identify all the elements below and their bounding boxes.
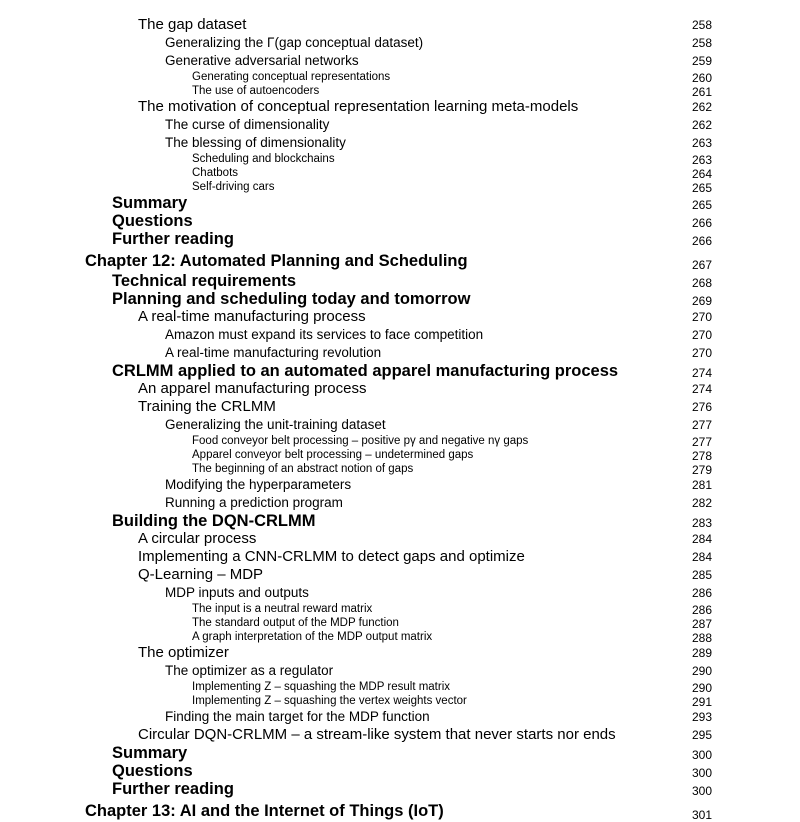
toc-entry-page: 287 (692, 617, 713, 631)
toc-entry-title: Chatbots (192, 167, 239, 179)
toc-entry-title: Circular DQN-CRLMM – a stream-like system that never starts nor ends (138, 726, 616, 743)
toc-entry[interactable] (0, 548, 800, 566)
toc-entry-page: 279 (692, 463, 713, 477)
toc-entry-title: Planning and scheduling today and tomorrow (112, 290, 471, 308)
toc-entry-page: 289 (692, 646, 713, 660)
toc-entry-title: Further reading (112, 780, 234, 798)
toc-entry-page: 286 (692, 603, 713, 617)
toc-entry[interactable] (0, 602, 800, 616)
toc-entry[interactable] (0, 512, 800, 530)
toc-entry-title: The optimizer as a regulator (165, 663, 334, 678)
toc-entry-title: Implementing Z – squashing the MDP result matrix (192, 681, 451, 693)
toc-entry-title: Generative adversarial networks (165, 53, 359, 68)
toc-entry[interactable] (0, 16, 800, 34)
toc-entry-page: 261 (692, 85, 713, 99)
toc-entry-page: 264 (692, 167, 713, 181)
toc-entry-page: 300 (692, 784, 713, 798)
toc-entry-title: The curse of dimensionality (165, 117, 330, 132)
toc-entry[interactable] (0, 180, 800, 194)
toc-entry[interactable] (0, 398, 800, 416)
toc-entry-page: 278 (692, 449, 713, 463)
toc-entry[interactable] (0, 494, 800, 512)
toc-entry-title: Questions (112, 762, 193, 780)
toc-entry[interactable] (0, 584, 800, 602)
toc-entry-page: 266 (692, 234, 713, 248)
toc-entry[interactable] (0, 70, 800, 84)
toc-entry[interactable] (0, 708, 800, 726)
toc-entry[interactable] (0, 152, 800, 166)
toc-entry-page: 277 (692, 418, 713, 432)
toc-entry[interactable] (0, 194, 800, 212)
toc-entry-title: Scheduling and blockchains (192, 153, 335, 165)
toc-entry-title: MDP inputs and outputs (165, 585, 309, 600)
toc-entry[interactable] (0, 476, 800, 494)
toc-entry-title: Summary (112, 194, 188, 212)
toc-entry-page: 290 (692, 664, 713, 678)
toc-entry-page: 283 (692, 516, 713, 530)
toc-entry-page: 270 (692, 328, 713, 342)
toc-entry[interactable] (0, 416, 800, 434)
toc-entry-title: Questions (112, 212, 193, 230)
toc-entry[interactable] (0, 380, 800, 398)
toc-entry[interactable] (0, 34, 800, 52)
toc-entry[interactable] (0, 98, 800, 116)
toc-entry[interactable] (0, 662, 800, 680)
toc-entry-title: The input is a neutral reward matrix (192, 603, 373, 615)
toc-entry[interactable] (0, 308, 800, 326)
toc-entry-title: Technical requirements (112, 272, 297, 290)
toc-entry-title: Finding the main target for the MDP function (165, 709, 430, 724)
toc-entry-title: Summary (112, 744, 188, 762)
toc-entry-page: 284 (692, 532, 713, 546)
toc-entry-page: 274 (692, 382, 713, 396)
toc-entry-page: 282 (692, 496, 713, 510)
toc-entry[interactable] (0, 680, 800, 694)
toc-entry-page: 281 (692, 478, 713, 492)
toc-entry-page: 268 (692, 276, 713, 290)
toc-entry-title: Apparel conveyor belt processing – undetermined gaps (192, 449, 474, 461)
toc-entry[interactable] (0, 694, 800, 708)
toc-entry[interactable] (0, 780, 800, 798)
toc-entry-page: 274 (692, 366, 713, 380)
toc-entry[interactable] (0, 462, 800, 476)
toc-entry-title: The beginning of an abstract notion of gaps (192, 463, 414, 475)
toc-entry-title: Generalizing the Γ(gap conceptual dataset) (165, 35, 424, 50)
toc-entry-title: Implementing a CNN-CRLMM to detect gaps and optimize (138, 548, 525, 565)
toc-entry-page: 291 (692, 695, 713, 709)
toc-entry-title: Food conveyor belt processing – positive pγ and negative nγ gaps (192, 435, 529, 447)
toc-entry[interactable] (0, 84, 800, 98)
toc-entry-title: Generating conceptual representations (192, 71, 391, 83)
toc-entry[interactable] (0, 166, 800, 180)
toc-entry-page: 295 (692, 728, 713, 742)
toc-entry-title: CRLMM applied to an automated apparel manufacturing process (112, 362, 619, 380)
toc-entry-title: A graph interpretation of the MDP output matrix (192, 631, 433, 643)
toc-entry[interactable] (0, 530, 800, 548)
toc-entry[interactable] (0, 290, 800, 308)
toc-entry[interactable] (0, 630, 800, 644)
toc-entry-page: 259 (692, 54, 713, 68)
toc-entry[interactable] (0, 362, 800, 380)
toc-entry-page: 260 (692, 71, 713, 85)
toc-entry-title: Chapter 12: Automated Planning and Scheduling (85, 252, 468, 270)
toc-entry-page: 258 (692, 36, 713, 50)
toc-entry-page: 276 (692, 400, 713, 414)
toc-entry-page: 284 (692, 550, 713, 564)
toc-entry-page: 263 (692, 153, 713, 167)
toc-entry[interactable] (0, 744, 800, 762)
toc-entry-title: The gap dataset (138, 16, 247, 33)
toc-entry-title: Training the CRLMM (138, 398, 276, 415)
toc-entry[interactable] (0, 212, 800, 230)
toc-entry-title: Building the DQN-CRLMM (112, 512, 316, 530)
toc-entry-title: Self-driving cars (192, 181, 275, 193)
toc-entry-title: Implementing Z – squashing the vertex weights vector (192, 695, 467, 707)
toc-entry-title: The blessing of dimensionality (165, 135, 346, 150)
toc-entry-title: Q-Learning – MDP (138, 566, 264, 583)
toc-entry[interactable] (0, 326, 800, 344)
toc-entry-page: 270 (692, 310, 713, 324)
toc-entry-title: A real-time manufacturing process (138, 308, 366, 325)
toc-entry-title: The motivation of conceptual representation learning meta-models (138, 98, 579, 115)
toc-entry-page: 277 (692, 435, 713, 449)
toc-entry-title: Running a prediction program (165, 495, 343, 510)
toc-entry-title: An apparel manufacturing process (138, 380, 367, 397)
toc-entry[interactable] (0, 644, 800, 662)
toc-entry-title: Further reading (112, 230, 234, 248)
toc-entry[interactable] (0, 344, 800, 362)
toc-entry-page: 262 (692, 100, 713, 114)
toc-entry-title: The optimizer (138, 644, 229, 661)
toc-entry-page: 267 (692, 258, 713, 272)
toc-entry-title: The standard output of the MDP function (192, 617, 399, 629)
toc-entry-page: 263 (692, 136, 713, 150)
toc-entry[interactable] (0, 230, 800, 248)
toc-entry-title: Chapter 13: AI and the Internet of Things (IoT) (85, 802, 444, 820)
toc-entry[interactable] (0, 272, 800, 290)
toc-entry-page: 293 (692, 710, 713, 724)
toc-entry[interactable] (0, 52, 800, 70)
toc-entry-page: 265 (692, 198, 713, 212)
toc-entry[interactable] (0, 616, 800, 630)
toc-entry-page: 270 (692, 346, 713, 360)
toc-entry[interactable] (0, 134, 800, 152)
toc-entry-title: Modifying the hyperparameters (165, 477, 352, 492)
toc-entry-page: 285 (692, 568, 713, 582)
toc-entry-page: 290 (692, 681, 713, 695)
toc-entry[interactable] (0, 434, 800, 448)
toc-entry[interactable] (0, 252, 800, 272)
toc-entry-page: 265 (692, 181, 713, 195)
toc-entry-page: 288 (692, 631, 713, 645)
toc-entry-page: 262 (692, 118, 713, 132)
toc-entry-title: Generalizing the unit-training dataset (165, 417, 386, 432)
toc-entry-page: 286 (692, 586, 713, 600)
toc-entry-title: The use of autoencoders (192, 85, 320, 97)
toc-entry[interactable] (0, 802, 800, 822)
toc-entry-page: 266 (692, 216, 713, 230)
toc-entry-title: A circular process (138, 530, 257, 547)
toc-entry-page: 300 (692, 748, 713, 762)
toc-entry[interactable] (0, 116, 800, 134)
table-of-contents (0, 16, 800, 822)
toc-entry[interactable] (0, 726, 800, 744)
toc-entry[interactable] (0, 566, 800, 584)
toc-entry-title: A real-time manufacturing revolution (165, 345, 382, 360)
toc-entry-page: 258 (692, 18, 713, 32)
toc-entry[interactable] (0, 448, 800, 462)
toc-entry-title: Amazon must expand its services to face competition (165, 327, 484, 342)
toc-entry-page: 269 (692, 294, 713, 308)
toc-entry[interactable] (0, 762, 800, 780)
toc-entry-page: 300 (692, 766, 713, 780)
toc-entry-page: 301 (692, 808, 713, 822)
